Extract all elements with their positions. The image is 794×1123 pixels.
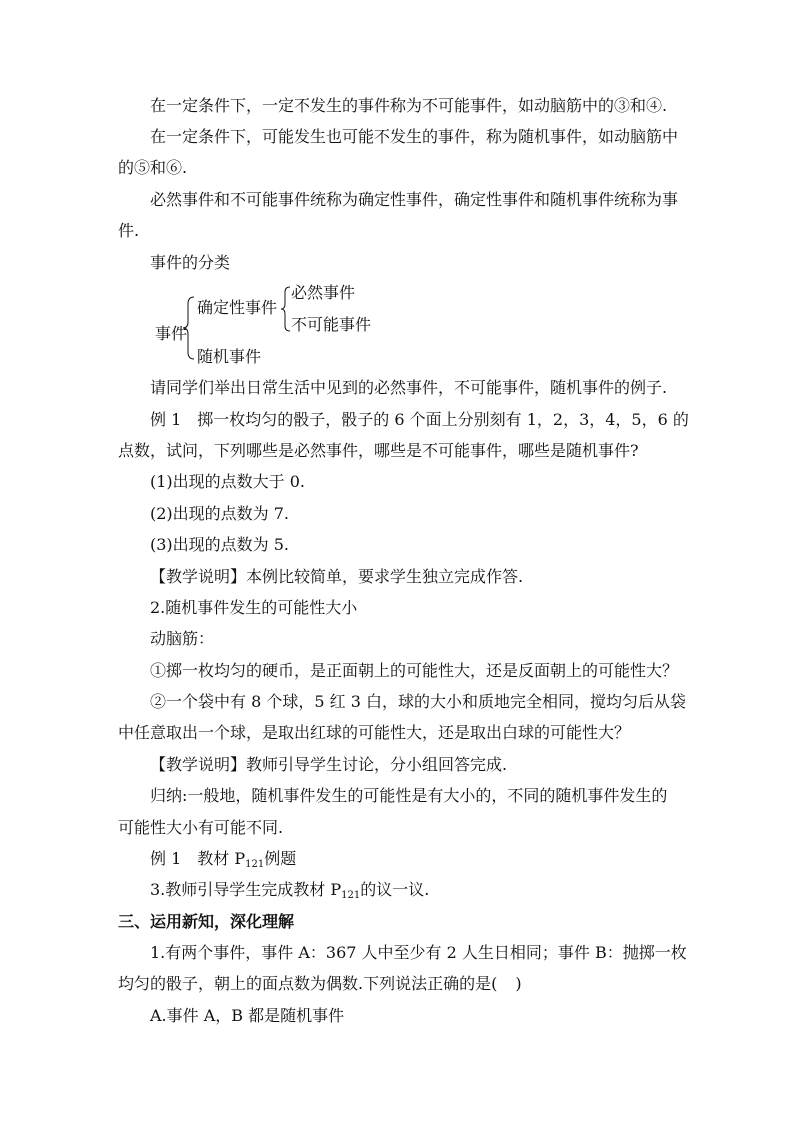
exercise-1: 1.有两个事件，事件 A：367 人中至少有 2 人生日相同；事件 B：抛掷一枚 — [150, 943, 687, 962]
example-textbook — [150, 849, 296, 869]
section-3-prefix: 3.教师引导学生完成教材 P — [150, 880, 342, 899]
tree-root: 事件 — [155, 324, 188, 343]
tree-brace-root — [182, 296, 196, 360]
brain-teaser-1: ①掷一枚均匀的硬币，是正面朝上的可能性大，还是反面朝上的可能性大？ — [150, 661, 679, 680]
summary: 归纳:一般地，随机事件发生的可能性是有大小的，不同的随机事件发生的 — [150, 786, 668, 805]
example-1-item-2: (2)出现的点数为 7. — [150, 504, 290, 523]
paragraph-deterministic-event: 必然事件和不可能事件统称为确定性事件，确定性事件和随机事件统称为事 — [150, 190, 679, 209]
example-textbook-suffix: 例题 — [264, 849, 297, 868]
paragraph-ask-examples: 请同学们举出日常生活中见到的必然事件，不可能事件，随机事件的例子. — [150, 378, 668, 397]
brain-teaser-2: ②一个袋中有 8 个球，5 红 3 白，球的大小和质地完全相同，搅均匀后从袋 — [150, 692, 686, 711]
teaching-note-2: 【教学说明】教师引导学生讨论，分小组回答完成. — [150, 755, 508, 774]
tree-branch-deterministic: 确定性事件 — [197, 298, 278, 317]
exercise-1-cont — [118, 974, 522, 994]
brain-teaser-2-cont: 中任意取出一个球，是取出红球的可能性大，还是取出白球的可能性大？ — [118, 723, 631, 742]
example-textbook-page: 121 — [245, 859, 265, 870]
section-3-item — [150, 880, 429, 900]
section-2-heading: 2.随机事件发生的可能性大小 — [150, 598, 358, 617]
brain-teaser-label: 动脑筋： — [150, 629, 215, 648]
example-textbook-prefix: 例 1 教材 P — [150, 849, 246, 868]
section-3-suffix: 的议一议. — [360, 880, 430, 899]
example-1-statement-cont: 点数，试问，下列哪些是必然事件，哪些是不可能事件，哪些是随机事件? — [118, 441, 639, 460]
teaching-note-1: 【教学说明】本例比较简单，要求学生独立完成作答. — [150, 567, 524, 586]
tree-leaf-impossible: 不可能事件 — [291, 315, 372, 334]
exercise-1-option-a: A.事件 A，B 都是随机事件 — [150, 1006, 345, 1025]
paragraph-event-classification: 事件的分类 — [150, 253, 231, 272]
tree-leaf-certain: 必然事件 — [291, 283, 356, 302]
tree-branch-random: 随机事件 — [197, 347, 262, 366]
section-3-page: 121 — [341, 890, 361, 901]
paragraph-deterministic-event-cont: 件. — [118, 221, 140, 240]
example-1-item-1: (1)出现的点数大于 0. — [150, 472, 306, 491]
part-3-heading: 三、运用新知，深化理解 — [118, 912, 295, 931]
example-1-item-3: (3)出现的点数为 5. — [150, 535, 290, 554]
paragraph-random-event: 在一定条件下，可能发生也可能不发生的事件，称为随机事件，如动脑筋中 — [150, 127, 679, 146]
example-1-statement: 例 1 掷一枚均匀的骰子，骰子的 6 个面上分别刻有 1，2，3，4，5，6 的 — [150, 410, 689, 429]
summary-cont: 可能性大小有可能不同. — [118, 818, 284, 837]
exercise-1-question: 均匀的骰子，朝上的面点数为偶数.下列说法正确的是( — [118, 974, 498, 993]
exercise-1-close-paren: ) — [515, 974, 522, 993]
paragraph-impossible-event: 在一定条件下，一定不发生的事件称为不可能事件，如动脑筋中的③和④. — [150, 96, 668, 115]
paragraph-random-event-cont: 的⑤和⑥. — [118, 158, 188, 177]
